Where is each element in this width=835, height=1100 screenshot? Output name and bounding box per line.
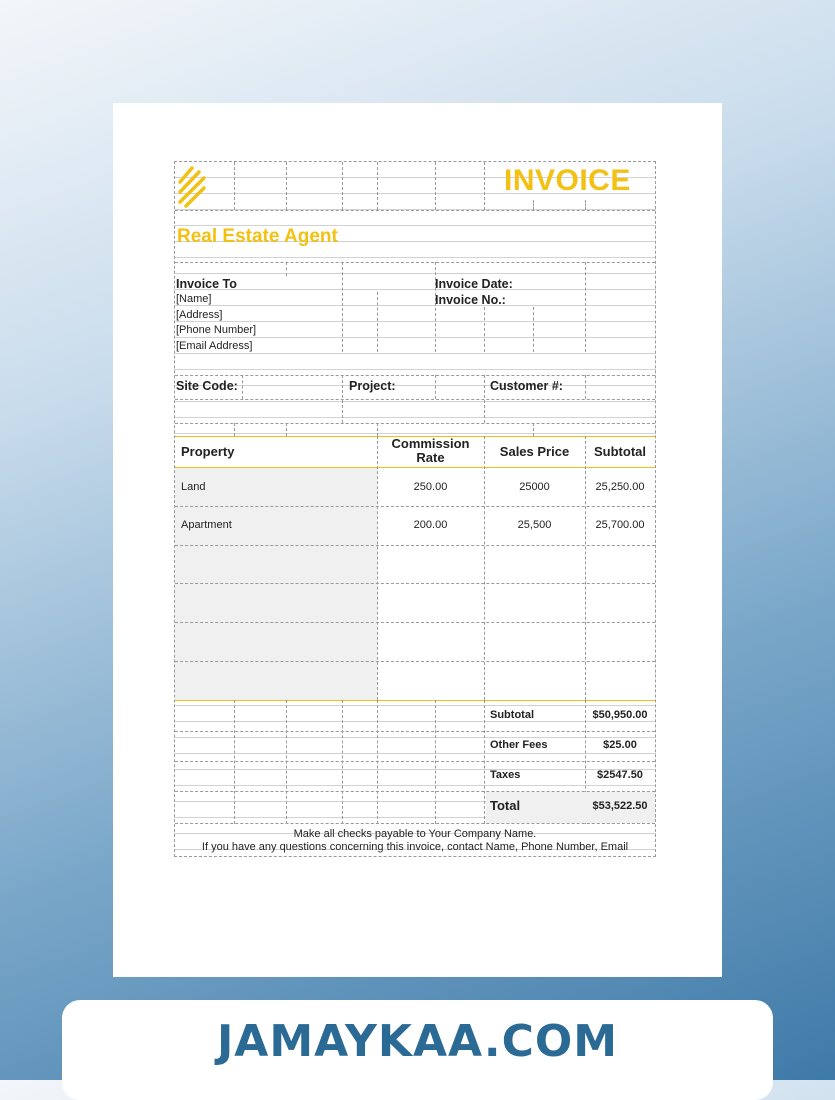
row-subtotal: 25,700.00 — [595, 519, 645, 531]
invoice-sheet — [174, 161, 656, 857]
total-label: Total — [490, 798, 521, 813]
invoice-number-label: Invoice No.: — [435, 293, 506, 307]
header-commission-line2: Rate — [416, 450, 445, 465]
invoice-page — [113, 103, 722, 977]
row-property: Apartment — [181, 519, 232, 531]
header-property: Property — [181, 444, 235, 459]
total-value: $53,522.50 — [592, 800, 648, 812]
row-commission: 200.00 — [413, 519, 448, 531]
totals-block — [175, 700, 655, 824]
to-address: [Address] — [176, 309, 223, 321]
items-table — [175, 436, 655, 700]
header-sales-price: Sales Price — [499, 444, 570, 459]
customer-label: Customer #: — [490, 379, 563, 393]
header-commission-line1: Commission — [391, 436, 470, 451]
subtotal-value: $50,950.00 — [592, 709, 648, 721]
to-name: [Name] — [176, 293, 212, 305]
to-phone: [Phone Number] — [176, 324, 257, 336]
site-banner-text: JAMAYKAA.COM — [216, 1016, 619, 1067]
row-price: 25,500 — [517, 519, 552, 531]
invoice-to-label: Invoice To — [176, 277, 237, 291]
header-commission — [377, 437, 484, 465]
taxes-label: Taxes — [490, 769, 521, 781]
to-email: [Email Address] — [176, 340, 253, 352]
row-subtotal: 25,250.00 — [595, 481, 645, 493]
company-title: Real Estate Agent — [177, 226, 338, 247]
invoice-title: INVOICE — [504, 164, 631, 197]
subtotal-label: Subtotal — [490, 709, 534, 721]
footer-line-1: Make all checks payable to Your Company Name. — [293, 828, 537, 840]
fees-value: $25.00 — [603, 739, 637, 751]
row-property: Land — [181, 481, 206, 493]
row-commission: 250.00 — [413, 481, 448, 493]
site-banner — [62, 1000, 773, 1100]
footer-line-2: If you have any questions concerning this invoice, contact Name, Phone Number, Email — [201, 841, 629, 853]
fees-label: Other Fees — [490, 739, 548, 751]
logo-stripes-icon — [177, 166, 207, 208]
row-price: 25000 — [519, 481, 550, 493]
invoice-date-label: Invoice Date: — [435, 277, 513, 291]
project-label: Project: — [349, 379, 396, 393]
taxes-value: $2547.50 — [597, 769, 643, 781]
header-subtotal: Subtotal — [594, 444, 646, 459]
site-code-label: Site Code: — [176, 379, 238, 393]
